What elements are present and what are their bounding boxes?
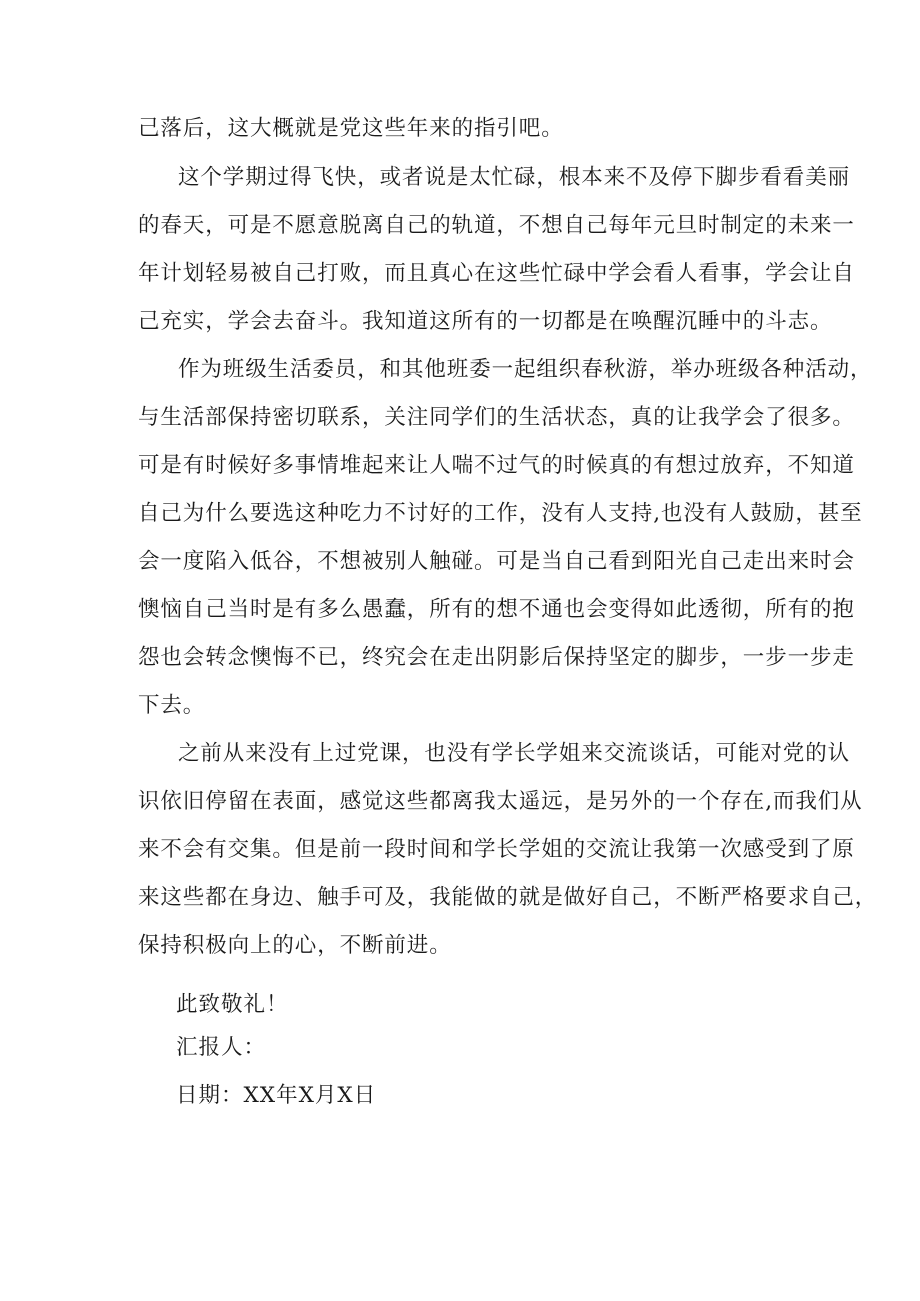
paragraph-2-line-1: 这个学期过得飞快，或者说是太忙碌，根本来不及停下脚步看看美丽 (178, 165, 851, 190)
paragraph-1-line-1: 己落后，这大概就是党这些年来的指引吧。 (138, 116, 564, 141)
paragraph-2-line-3: 年计划轻易被自己打败，而且真心在这些忙碌中学会看人看事，学会让自 (138, 261, 855, 286)
paragraph-3-line-2: 与生活部保持密切联系，关注同学们的生活状态，真的让我学会了很多。 (138, 405, 855, 430)
report-date: 日期：XX年X月X日 (176, 1083, 377, 1108)
paragraph-3-line-4: 自己为什么要选这种吃力不讨好的工作，没有人支持,也没有人鼓励，甚至 (138, 501, 863, 526)
paragraph-3-line-7: 怨也会转念懊悔不已，终究会在走出阴影后保持坚定的脚步，一步一步走 (138, 645, 855, 670)
paragraph-3-line-3: 可是有时候好多事情堆起来让人喘不过气的时候真的有想过放弃，不知道 (138, 453, 855, 478)
salutation: 此致敬礼！ (176, 992, 289, 1017)
paragraph-3-line-8: 下去。 (138, 693, 206, 718)
paragraph-2-line-4: 己充实，学会去奋斗。我知道这所有的一切都是在唤醒沉睡中的斗志。 (138, 309, 833, 334)
paragraph-4-line-3: 来不会有交集。但是前一段时间和学长学姐的交流让我第一次感受到了原 (138, 837, 855, 862)
paragraph-4-line-5: 保持积极向上的心，不断前进。 (138, 933, 452, 958)
paragraph-3-line-5: 会一度陷入低谷，不想被别人触碰。可是当自己看到阳光自己走出来时会 (138, 549, 855, 574)
paragraph-4-line-1: 之前从来没有上过党课，也没有学长学姐来交流谈话，可能对党的认 (178, 741, 851, 766)
paragraph-3-line-6: 懊恼自己当时是有多么愚蠢，所有的想不通也会变得如此透彻，所有的抱 (138, 597, 855, 622)
paragraph-2-line-2: 的春天，可是不愿意脱离自己的轨道，不想自己每年元旦时制定的未来一 (138, 213, 855, 238)
paragraph-4-line-4: 来这些都在身边、触手可及，我能做的就是做好自己，不断严格要求自己， (138, 885, 878, 910)
paragraph-4-line-2: 识依旧停留在表面，感觉这些都离我太遥远，是另外的一个存在,而我们从 (138, 789, 863, 814)
paragraph-3-line-1: 作为班级生活委员，和其他班委一起组织春秋游，举办班级各种活动， (178, 357, 873, 382)
reporter-label: 汇报人： (176, 1035, 267, 1060)
